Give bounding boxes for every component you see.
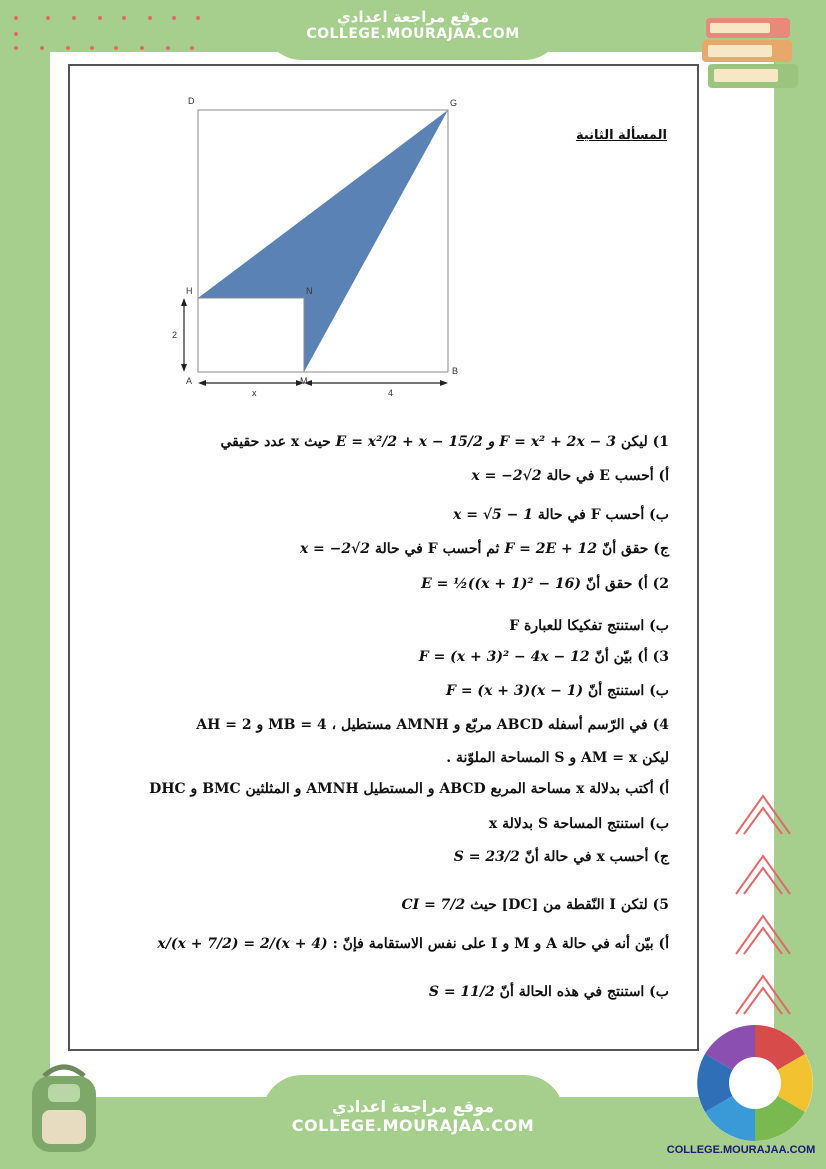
statement-text: ب) استنتج المساحة S بدلالة x bbox=[488, 816, 669, 832]
point-label-n: N bbox=[306, 286, 313, 296]
problem-line-q1b bbox=[453, 507, 669, 523]
statement-text: أ) أكتب بدلالة x مساحة المربع ABCD و المستطيل AMNH و المثلثين BMC و DHC bbox=[149, 781, 669, 797]
math-expression: F = (x + 3)(x − 1) bbox=[446, 683, 584, 699]
point-label-m: M bbox=[300, 376, 308, 386]
point-label-g: G bbox=[450, 98, 458, 108]
decorative-dot bbox=[148, 16, 152, 20]
statement-text: 2) أ) حقق أنّ bbox=[585, 576, 669, 592]
point-label-h: H bbox=[186, 286, 193, 296]
math-expression: F = 2E + 12 bbox=[504, 541, 598, 557]
footer-badge bbox=[262, 1075, 564, 1169]
decorative-dot bbox=[166, 46, 170, 50]
math-expression: CI = 7/2 bbox=[401, 897, 466, 913]
problem-line-q5b bbox=[429, 984, 669, 1000]
problem-line-q4 bbox=[196, 717, 669, 733]
shaded-region bbox=[198, 110, 448, 372]
books-icon bbox=[700, 14, 804, 94]
header-site-url[interactable]: COLLEGE.MOURAJAA.COM bbox=[306, 26, 520, 42]
footer-logo-text[interactable]: COLLEGE.MOURAJAA.COM bbox=[666, 1144, 816, 1156]
decorative-dots bbox=[10, 10, 210, 52]
math-expression: F = (x + 3)² − 4x − 12 bbox=[418, 649, 590, 665]
point-label-a: A bbox=[186, 376, 193, 386]
statement-text: أ) أحسب E في حالة bbox=[546, 468, 669, 484]
decorative-dot bbox=[14, 16, 18, 20]
chevron-up-icon bbox=[732, 910, 794, 958]
decorative-dot bbox=[190, 46, 194, 50]
statement-text: ب) استنتج تفكيكا للعبارة F bbox=[509, 618, 669, 634]
geometry-figure bbox=[170, 90, 490, 420]
decorative-dot bbox=[14, 46, 18, 50]
statement-text: ليكن AM = x و S المساحة الملوّنة . bbox=[446, 750, 669, 766]
header-site-arabic: موقع مراجعة اعدادي bbox=[337, 8, 489, 26]
math-expression: x = −2√2 bbox=[299, 541, 371, 557]
decorative-dot bbox=[40, 46, 44, 50]
frame-left bbox=[0, 0, 50, 1169]
statement-text: ج) أحسب x في حالة أنّ bbox=[524, 849, 669, 865]
point-label-b: B bbox=[452, 366, 459, 376]
problem-line-q5a bbox=[157, 936, 669, 952]
math-expression: x/(x + 7/2) = 2/(x + 4) bbox=[157, 936, 328, 952]
math-expression: E = x²/2 + x − 15/2 و F = x² + 2x − 3 bbox=[335, 434, 616, 450]
problem-line-q4s bbox=[446, 750, 669, 766]
decorative-dot bbox=[98, 16, 102, 20]
decorative-dot bbox=[46, 16, 50, 20]
decorative-dot bbox=[14, 32, 18, 36]
problem-line-q2a bbox=[421, 576, 669, 592]
statement-text: أ) بيّن أنه في حالة A و M و I على نفس الاستقامة فإنّ : bbox=[332, 936, 669, 952]
math-expression: E = ½((x + 1)² − 16) bbox=[421, 576, 582, 592]
decorative-dot bbox=[114, 46, 118, 50]
statement-text: ثم أحسب F في حالة bbox=[374, 541, 500, 557]
chevron-up-icon bbox=[732, 850, 794, 898]
decorative-dot bbox=[90, 46, 94, 50]
chevron-up-icon bbox=[732, 970, 794, 1018]
problem-line-q1a bbox=[471, 468, 669, 484]
problem-line-q4a bbox=[149, 781, 669, 797]
dimension-label-x: x bbox=[252, 388, 257, 398]
statement-text: حيث x عدد حقيقي bbox=[220, 434, 331, 450]
statement-text: ج) حقق أنّ bbox=[602, 541, 669, 557]
statement-text: 1) ليكن bbox=[620, 434, 669, 450]
statement-text: ب) أحسب F في حالة bbox=[537, 507, 669, 523]
problem-line-q4b bbox=[489, 816, 669, 832]
rectangle-amnh bbox=[198, 298, 304, 372]
dimension-label-2: 2 bbox=[172, 330, 178, 340]
decorative-dot bbox=[196, 16, 200, 20]
footer-site-url[interactable]: COLLEGE.MOURAJAA.COM bbox=[291, 1116, 535, 1135]
math-expression: x = −2√2 bbox=[471, 468, 542, 484]
statement-text: 5) لتكن I النّقطة من [DC] حيث bbox=[470, 897, 669, 913]
point-label-d: D bbox=[188, 96, 195, 106]
education-wheel-logo bbox=[694, 1022, 816, 1144]
decorative-dot bbox=[172, 16, 176, 20]
problem-line-q1c bbox=[300, 541, 669, 557]
problem-line-q5 bbox=[402, 897, 670, 913]
decorative-dot bbox=[140, 46, 144, 50]
math-expression: S = 11/2 bbox=[428, 984, 495, 1000]
header-badge bbox=[262, 0, 564, 60]
worksheet-page bbox=[68, 64, 699, 1051]
decorative-dot bbox=[66, 46, 70, 50]
problem-line-q1 bbox=[221, 434, 669, 450]
statement-text: 4) في الرّسم أسفله ABCD مربّع و AMNH مستطيل ، 4 = MB و 2 = AH bbox=[196, 717, 669, 733]
problem-line-q4c bbox=[454, 849, 669, 865]
statement-text: 3) أ) بيّن أنّ bbox=[594, 649, 669, 665]
decorative-dot bbox=[72, 16, 76, 20]
footer-site-arabic: موقع مراجعة اعدادي bbox=[331, 1097, 495, 1116]
dimension-label-4: 4 bbox=[388, 388, 394, 398]
problem-title: المسألة الثانية bbox=[575, 128, 667, 143]
decorative-dot bbox=[122, 16, 126, 20]
backpack-icon bbox=[14, 1058, 114, 1158]
problem-line-q3a bbox=[419, 649, 669, 665]
chevron-up-icon bbox=[732, 790, 794, 838]
statement-text: ب) استنتج في هذه الحالة أنّ bbox=[499, 984, 669, 1000]
math-expression: x = √5 − 1 bbox=[453, 507, 534, 523]
statement-text: ب) استنتج أنّ bbox=[587, 683, 669, 699]
math-expression: S = 23/2 bbox=[453, 849, 520, 865]
problem-line-q3b bbox=[446, 683, 669, 699]
problem-line-q2b bbox=[509, 618, 669, 634]
